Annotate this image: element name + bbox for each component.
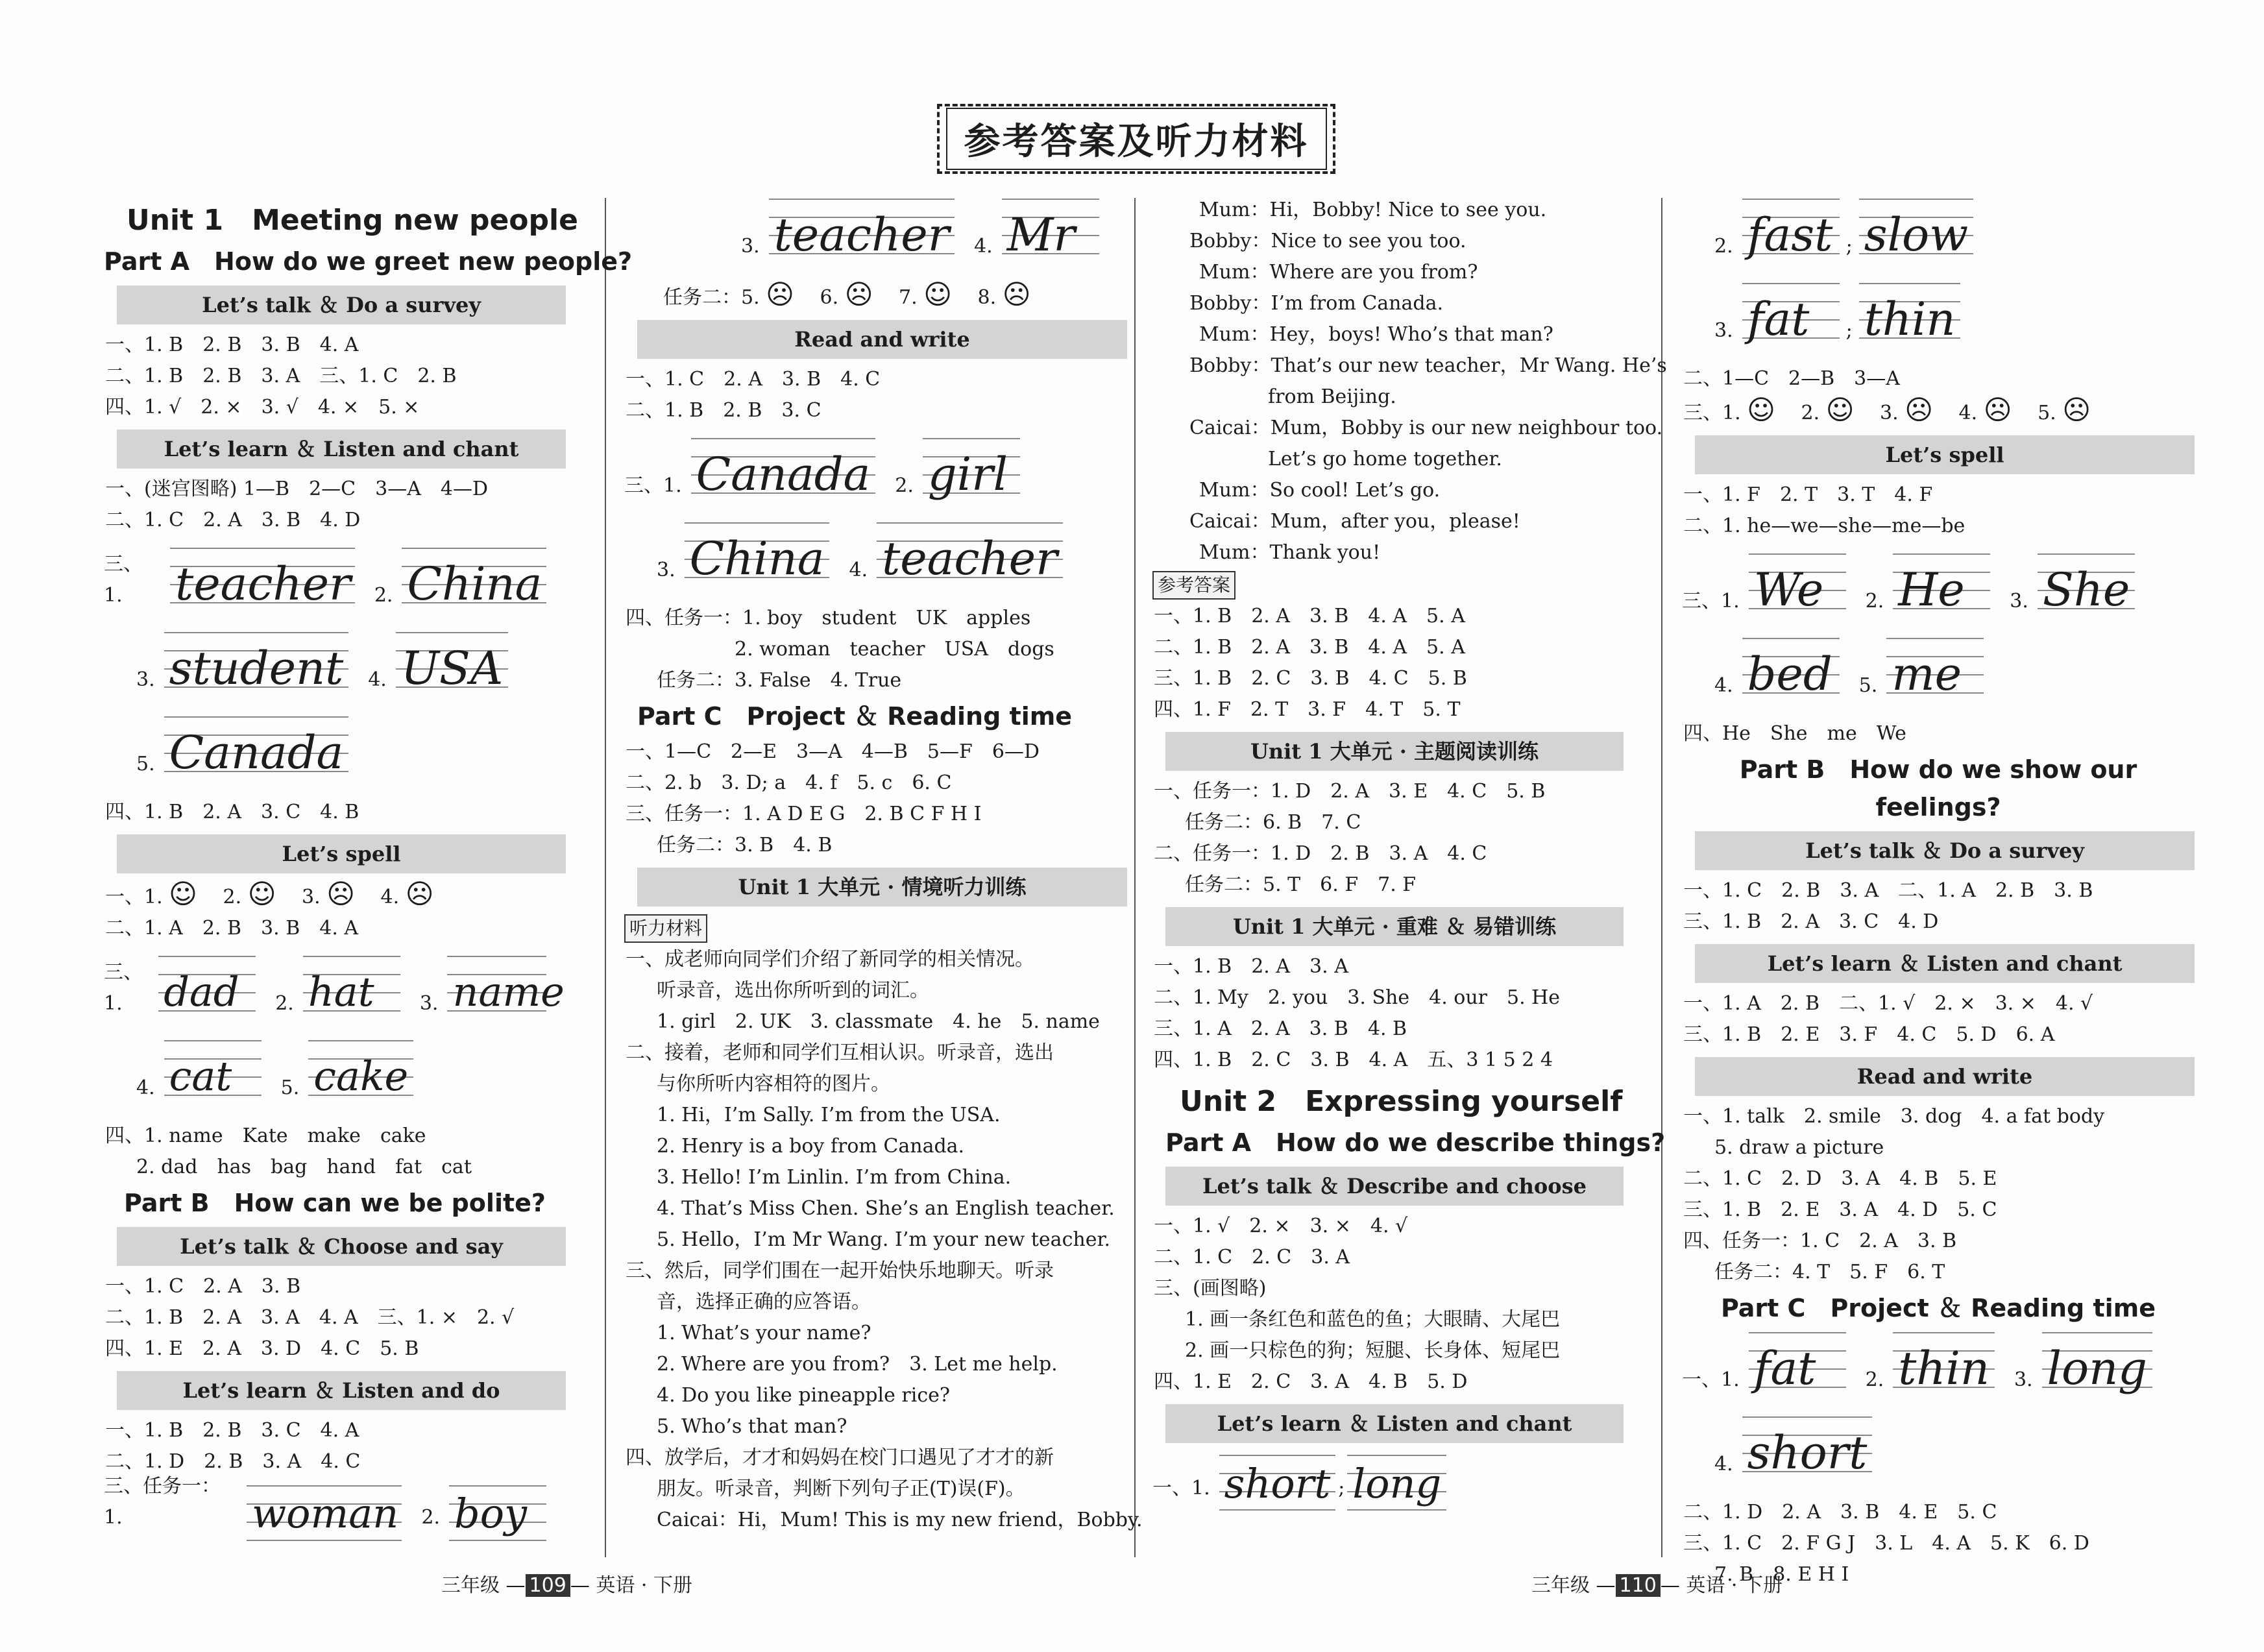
handwriting-row — [741, 195, 1127, 271]
handwritten-word: He — [1893, 553, 1990, 626]
section-bar: Read and write — [637, 320, 1127, 359]
footer-subject: — 英语 · 下册 — [570, 1574, 692, 1597]
page-footer-right — [1531, 1569, 1783, 1597]
item-number: 3. — [136, 668, 155, 691]
answer-line: 一、1. C 2. B 3. A 二、1. A 2. B 3. B — [1683, 879, 2093, 902]
handwriting-row — [104, 1475, 566, 1542]
text-line: 5. Hello，I’m Mr Wang. I’m your new teacher. — [657, 1228, 1111, 1251]
answer-line: 四、1. B 2. A 3. C 4. B — [105, 801, 359, 823]
answer-line: 二、1—C 2—B 3—A — [1683, 367, 1900, 390]
text-line: 1. girl 2. UK 3. classmate 4. he 5. name — [657, 1010, 1100, 1033]
item-number: 4. — [368, 668, 387, 691]
text-line: 2. Henry is a boy from Canada. — [657, 1135, 965, 1158]
handwritten-word: cake — [308, 1040, 413, 1113]
answer-line: 四、任务一：1. boy student UK apples — [626, 607, 1031, 629]
handwritten-word: China — [685, 522, 830, 595]
text-line: 1. Hi，I’m Sally. I’m from the USA. — [657, 1104, 1001, 1126]
answer-line: 二、1. he—we—she—me—be — [1683, 515, 1966, 537]
answer-line: 二、1. B 2. B 3. C — [626, 399, 822, 422]
footer-subject: — 英语 · 下册 — [1660, 1574, 1783, 1597]
answer-line: 二、1. B 2. A 3. B 4. A 5. A — [1154, 636, 1465, 659]
answer-line: 三、1. B 2. E 3. A 4. D 5. C — [1683, 1198, 1997, 1221]
page-title: 参考答案及听力材料 — [946, 108, 1327, 170]
text-line: 四、放学后，才才和妈妈在校门口遇见了才才的新 — [626, 1446, 1054, 1469]
answer-line: 二、2. b 3. D; a 4. f 5. c 6. C — [626, 771, 952, 794]
item-number: 2. — [421, 1506, 440, 1529]
answer-line: 一、1. A 2. B 二、1. √ 2. × 3. × 4. √ — [1683, 992, 2093, 1015]
item-number: 一、1. — [1152, 1477, 1210, 1500]
part-heading: Part A How do we describe things? — [1165, 1128, 1666, 1157]
section-bar: Let’s talk ＆ Choose and say — [117, 1227, 566, 1266]
footer-grade: 三年级 — — [1531, 1574, 1616, 1597]
handwritten-word: teacher — [769, 199, 955, 271]
item-number: 3. — [657, 559, 676, 581]
answer-line: 四、He She me We — [1683, 722, 1906, 745]
item-number: 3. — [302, 886, 321, 908]
separator: ; — [1338, 1477, 1345, 1500]
item-number: 2. — [1865, 590, 1884, 613]
text-line: 听录音，选出你所听到的词汇。 — [657, 979, 929, 1002]
item-number: 2. — [223, 886, 242, 908]
answer-line: 一、1. B 2. B 3. B 4. A — [105, 334, 359, 356]
text-line: 5. Who’s that man? — [657, 1415, 847, 1438]
separator: ; — [1845, 319, 1853, 342]
answer-line: 二、1. My 2. you 3. She 4. our 5. He — [1154, 986, 1561, 1009]
part-heading: feelings? — [1875, 793, 2001, 821]
item-number: 7. — [899, 286, 918, 309]
answer-line: 二、1. C 2. C 3. A — [1154, 1246, 1350, 1269]
answer-line: 一、1. talk 2. smile 3. dog 4. a fat body — [1683, 1105, 2105, 1128]
item-number: 任务二：5. — [663, 286, 760, 309]
section-bar: Let’s talk ＆ Do a survey — [117, 285, 566, 324]
text-line: 1. What’s your name? — [657, 1322, 871, 1344]
footer-grade: 三年级 — — [441, 1574, 526, 1597]
section-bar: Let’s learn ＆ Listen and do — [117, 1371, 566, 1410]
section-bar: Let’s learn ＆ Listen and chant — [1695, 944, 2195, 983]
item-number: 三、1. — [1682, 590, 1740, 613]
sad-face-icon: ☹ — [1905, 394, 1933, 426]
text-line: Caicai：Hi，Mum! This is my new friend，Bobby. — [657, 1509, 1143, 1531]
section-bar: Let’s spell — [117, 834, 566, 873]
item-number: 2. — [275, 992, 294, 1015]
answer-line: 三、1. C 2. F G J 3. L 4. A 5. K 6. D — [1683, 1532, 2089, 1555]
dialogue-line: Mum：Hey，boys! Who’s that man? — [1199, 323, 1553, 346]
answer-line: 二、1. B 2. A 3. A 4. A 三、1. × 2. √ — [105, 1306, 515, 1329]
handwritten-word: thin — [1893, 1332, 1995, 1405]
answer-line: 二、任务一：1. D 2. B 3. A 4. C — [1154, 842, 1487, 865]
item-number: 2. — [374, 584, 393, 607]
handwriting-row — [1714, 1413, 2195, 1489]
sad-face-icon: ☹ — [2062, 394, 2091, 426]
item-number: 3. — [741, 235, 760, 258]
answer-line: 四、1. √ 2. × 3. √ 4. × 5. × — [105, 396, 420, 419]
section-bar: Let’s spell — [1695, 435, 2195, 474]
item-number: 2. — [1714, 235, 1733, 258]
dialogue-line: Mum：Hi，Bobby! Nice to see you. — [1199, 199, 1547, 221]
answer-line: 一、1. B 2. A 3. A — [1154, 955, 1348, 978]
item-number: 5. — [1858, 674, 1878, 697]
text-line: 三、然后，同学们围在一起开始快乐地聊天。听录 — [626, 1259, 1054, 1282]
unit-heading: Unit 2 Expressing yourself — [1180, 1085, 1623, 1118]
item-number: 5. — [2038, 402, 2056, 424]
dialogue-line: Bobby：Nice to see you too. — [1189, 230, 1467, 252]
answer-line: 任务二：6. B 7. C — [1185, 811, 1361, 834]
handwriting-row — [1714, 634, 2195, 711]
faces-line — [1683, 395, 2195, 429]
handwritten-word: boy — [449, 1485, 546, 1542]
item-number: 4. — [380, 886, 400, 908]
dialogue-line: Bobby：That’s our new teacher，Mr Wang. He’s — [1189, 354, 1667, 377]
handwriting-row — [104, 544, 566, 620]
sad-face-icon: ☹ — [766, 278, 794, 310]
column-2 — [624, 195, 1143, 1536]
answer-line: 一、任务一：1. D 2. A 3. E 4. C 5. B — [1154, 780, 1546, 803]
unit-heading: Unit 1 Meeting new people — [127, 204, 578, 237]
item-number: 6. — [820, 286, 839, 309]
item-number: 2. — [1865, 1368, 1884, 1391]
faces-line — [663, 279, 1127, 313]
sad-face-icon: ☹ — [844, 278, 873, 310]
column-divider — [1661, 198, 1662, 1557]
handwriting-row — [1152, 1448, 1624, 1513]
section-bar: Let’s learn ＆ Listen and chant — [1165, 1404, 1624, 1443]
answer-line: 一、1. C 2. A 3. B 4. C — [626, 368, 881, 391]
answer-line: 三、1. B 2. C 3. B 4. C 5. B — [1154, 667, 1467, 690]
handwriting-row — [657, 518, 1127, 595]
sad-face-icon: ☹ — [1002, 278, 1031, 310]
answer-line: 四、1. name Kate make cake — [105, 1124, 426, 1147]
answer-line: 任务二：3. B 4. B — [657, 834, 833, 856]
section-bar: Read and write — [1695, 1057, 2195, 1096]
handwritten-word: China — [402, 548, 546, 620]
handwritten-word: We — [1749, 553, 1846, 626]
item-number: 一、1. — [1682, 1368, 1740, 1391]
answer-line: 2. dad has bag hand fat cat — [136, 1156, 472, 1178]
answer-line: 任务二：4. T 5. F 6. T — [1714, 1261, 1945, 1283]
part-heading: Part C Project ＆ Reading time — [1720, 1294, 2156, 1322]
handwriting-row — [1682, 1328, 2195, 1405]
answer-line: 二、1. B 2. B 3. A 三、1. C 2. B — [105, 365, 457, 387]
answer-line: 一、1. B 2. B 3. C 4. A — [105, 1419, 359, 1442]
handwritten-word: me — [1886, 638, 1984, 711]
handwritten-word: girl — [923, 438, 1020, 511]
item-number: 2. — [1801, 402, 1820, 424]
separator: ; — [1845, 235, 1853, 258]
answer-line: 一、1. √ 2. × 3. × 4. √ — [1154, 1215, 1408, 1237]
item-number: 三、任务一：1. — [104, 1475, 221, 1529]
answer-line: 2. 画一只棕色的狗；短腿、长身体、短尾巴 — [1185, 1339, 1561, 1362]
answer-line: 二、1. C 2. D 3. A 4. B 5. E — [1683, 1167, 1997, 1190]
handwritten-word: woman — [247, 1485, 402, 1542]
answer-line: 四、1. B 2. C 3. B 4. A 五、3 1 5 2 4 — [1154, 1049, 1553, 1071]
item-number: 4. — [1714, 674, 1733, 697]
answer-line: 一、1—C 2—E 3—A 4—B 5—F 6—D — [626, 740, 1040, 763]
dialogue-line: from Beijing. — [1268, 385, 1396, 408]
text-line: 朋友。听录音，判断下列句子正(T)误(F)。 — [657, 1477, 1025, 1500]
handwritten-word: name — [447, 956, 546, 1028]
handwritten-word: bed — [1742, 638, 1840, 711]
section-bar: Let’s learn ＆ Listen and chant — [117, 430, 566, 468]
handwritten-word: Canada — [164, 716, 349, 789]
handwriting-row — [1714, 195, 2195, 271]
answer-line: 四、1. F 2. T 3. F 4. T 5. T — [1154, 698, 1461, 721]
handwritten-word: slow — [1859, 199, 1973, 271]
handwritten-word: fat — [1749, 1332, 1846, 1405]
answer-line: 一、1. F 2. T 3. T 4. F — [1683, 483, 1933, 506]
answer-line: 一、1. B 2. A 3. B 4. A 5. A — [1154, 605, 1465, 627]
answer-line: 2. woman teacher USA dogs — [735, 638, 1054, 661]
handwriting-row — [136, 628, 566, 705]
column-3 — [1152, 195, 1667, 1521]
answer-line: 一、(迷宫图略) 1—B 2—C 3—A 4—D — [105, 478, 489, 500]
faces-line — [105, 879, 566, 913]
item-number: 3. — [2010, 590, 2028, 613]
answer-line: 四、1. E 2. C 3. A 4. B 5. D — [1154, 1370, 1468, 1393]
answer-line: 一、1. C 2. A 3. B — [105, 1275, 301, 1298]
dialogue-line: Bobby：I’m from Canada. — [1189, 292, 1443, 315]
handwritten-word: long — [2042, 1332, 2152, 1405]
item-number: 三、1. — [104, 553, 143, 607]
handwritten-word: fast — [1742, 199, 1840, 271]
answer-line: 1. 画一条红色和蓝色的鱼；大眼睛、大尾巴 — [1185, 1308, 1561, 1331]
handwritten-word: hat — [303, 956, 400, 1028]
answer-line: 7. B 8. E H I — [1714, 1563, 1849, 1586]
answer-line: 三、(画图略) — [1154, 1277, 1267, 1300]
handwriting-row — [1682, 550, 2195, 626]
handwritten-word: fat — [1742, 283, 1840, 356]
section-bar: Unit 1 大单元 · 重难 ＆ 易错训练 — [1165, 907, 1624, 946]
smiley-face-icon: ☺ — [169, 878, 197, 910]
item-number: 4. — [974, 235, 993, 258]
item-number: 3. — [1714, 319, 1733, 342]
answer-line: 任务二：5. T 6. F 7. F — [1185, 873, 1417, 896]
dialogue-line: Let’s go home together. — [1268, 448, 1502, 470]
sad-face-icon: ☹ — [1983, 394, 2012, 426]
item-number: 8. — [977, 286, 997, 309]
page-number: 109 — [526, 1574, 570, 1597]
handwritten-word: USA — [396, 632, 509, 705]
section-tag: 听力材料 — [624, 914, 707, 943]
section-bar: Unit 1 大单元 · 情境听力训练 — [637, 868, 1127, 906]
section-bar: Let’s talk ＆ Do a survey — [1695, 831, 2195, 870]
text-line: 2. Where are you from? 3. Let me help. — [657, 1353, 1058, 1376]
item-number: 三、1. — [624, 474, 682, 497]
answer-line: 四、1. E 2. A 3. D 4. C 5. B — [105, 1337, 419, 1360]
item-number: 三、1. — [104, 961, 143, 1015]
text-line: 3. Hello! I’m Linlin. I’m from China. — [657, 1166, 1012, 1189]
handwriting-row — [136, 1036, 566, 1113]
answer-line: 二、1. D 2. B 3. A 4. C — [105, 1450, 361, 1473]
part-heading: Part B How can we be polite? — [124, 1189, 546, 1217]
handwriting-row — [624, 434, 1127, 511]
handwritten-word: short — [1219, 1455, 1336, 1513]
item-number: 4. — [1714, 1453, 1733, 1476]
sad-face-icon: ☹ — [405, 878, 434, 910]
smiley-face-icon: ☺ — [923, 278, 952, 310]
answer-line: 5. draw a picture — [1714, 1136, 1884, 1159]
dialogue-line: Mum：Where are you from? — [1199, 261, 1478, 284]
text-line: 一、成老师向同学们介绍了新同学的相关情况。 — [626, 948, 1034, 971]
item-number: 3. — [1880, 402, 1899, 424]
handwritten-word: student — [164, 632, 349, 705]
column-divider — [1134, 198, 1136, 1557]
handwritten-word: cat — [164, 1040, 262, 1113]
section-bar: Unit 1 大单元 · 主题阅读训练 — [1165, 732, 1624, 771]
page-footer-left — [441, 1569, 692, 1597]
answer-line: 三、1. A 2. A 3. B 4. B — [1154, 1017, 1407, 1040]
item-number: 3. — [419, 992, 439, 1015]
handwritten-word: thin — [1859, 283, 1961, 356]
answer-line: 二、1. D 2. A 3. B 4. E 5. C — [1683, 1501, 1997, 1524]
sad-face-icon: ☹ — [326, 878, 355, 910]
text-line: 音，选择正确的应答语。 — [657, 1291, 871, 1313]
item-number: 一、1. — [105, 886, 163, 908]
item-number: 三、1. — [1683, 402, 1741, 424]
page-title-box — [937, 104, 1335, 174]
column-1 — [104, 195, 633, 1550]
item-number: 5. — [280, 1076, 300, 1099]
answer-line: 三、1. B 2. A 3. C 4. D — [1683, 910, 1939, 933]
handwritten-word: long — [1347, 1455, 1446, 1513]
item-number: 5. — [136, 753, 155, 775]
dialogue-line: Caicai：Mum，Bobby is our new neighbour too. — [1189, 417, 1663, 439]
dialogue-line: Caicai：Mum，after you，please! — [1189, 510, 1520, 533]
part-heading: Part C Project ＆ Reading time — [637, 702, 1073, 731]
answer-line: 二、1. C 2. A 3. B 4. D — [105, 509, 361, 531]
section-tag: 参考答案 — [1152, 571, 1235, 600]
text-line: 4. That’s Miss Chen. She’s an English teacher. — [657, 1197, 1115, 1220]
page-number: 110 — [1616, 1574, 1661, 1597]
smiley-face-icon: ☺ — [1825, 394, 1855, 426]
handwriting-row — [104, 952, 566, 1028]
handwritten-word: She — [2038, 553, 2135, 626]
text-line: 二、接着，老师和同学们互相认识。听录音，选出 — [626, 1041, 1054, 1064]
item-number: 3. — [2014, 1368, 2033, 1391]
handwritten-word: teacher — [877, 522, 1062, 595]
handwriting-row — [1714, 279, 2195, 356]
answer-line: 三、1. B 2. E 3. F 4. C 5. D 6. A — [1683, 1023, 2055, 1046]
part-heading: Part A How do we greet new people? — [104, 247, 633, 276]
column-divider — [605, 198, 606, 1557]
part-heading: Part B How do we show our — [1739, 755, 2137, 784]
item-number: 4. — [1958, 402, 1978, 424]
answer-line: 二、1. A 2. B 3. B 4. A — [105, 917, 359, 940]
handwritten-word: short — [1742, 1416, 1873, 1489]
item-number: 4. — [849, 559, 868, 581]
handwritten-word: teacher — [170, 548, 355, 620]
answer-line: 任务二：3. False 4. True — [657, 669, 902, 692]
handwritten-word: Mr — [1002, 199, 1099, 271]
text-line: 与你所听内容相符的图片。 — [657, 1073, 890, 1095]
answer-line: 三、任务一：1. A D E G 2. B C F H I — [626, 803, 982, 825]
smiley-face-icon: ☺ — [1747, 394, 1775, 426]
handwritten-word: dad — [158, 956, 256, 1028]
item-number: 4. — [136, 1076, 155, 1099]
dialogue-line: Mum：Thank you! — [1199, 541, 1381, 564]
dialogue-line: Mum：So cool! Let’s go. — [1199, 479, 1441, 502]
handwritten-word: Canada — [691, 438, 876, 511]
answer-line: 四、任务一：1. C 2. A 3. B — [1683, 1230, 1957, 1252]
text-line: 4. Do you like pineapple rice? — [657, 1384, 950, 1407]
handwriting-row — [136, 712, 566, 789]
item-number: 2. — [895, 474, 914, 497]
section-bar: Let’s talk ＆ Describe and choose — [1165, 1167, 1624, 1206]
column-4 — [1682, 195, 2195, 1590]
smiley-face-icon: ☺ — [247, 878, 276, 910]
